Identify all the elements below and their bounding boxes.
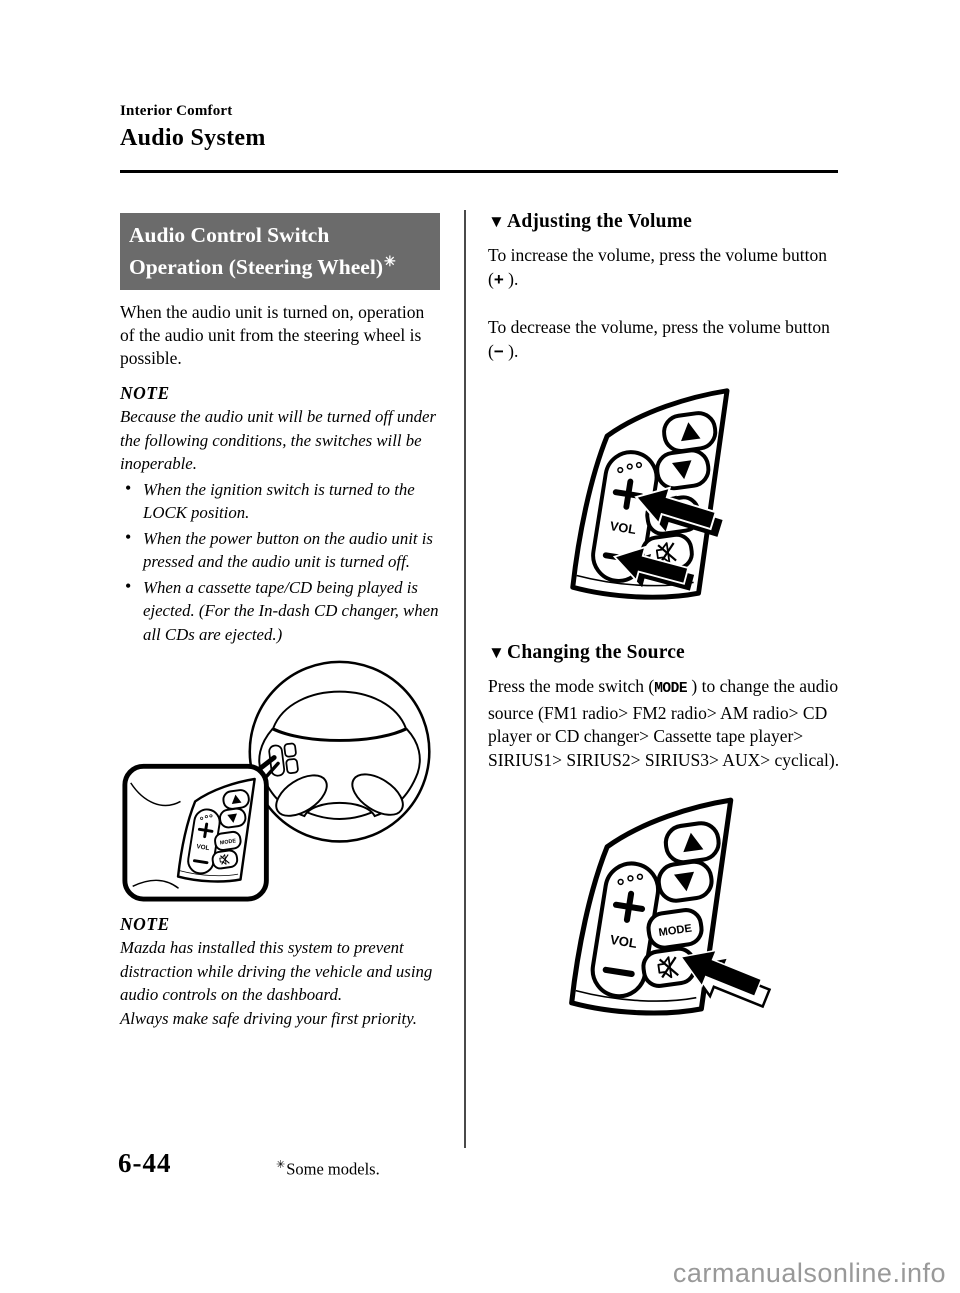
volume-section-heading: ▼ Adjusting the Volume xyxy=(488,211,692,232)
list-item: • When a cassette tape/CD being played is ejected. (For the In-dash CD changer, when all CDs are ejected.) xyxy=(143,576,440,647)
note2-label: NOTE xyxy=(120,914,170,935)
minus-button-symbol: − xyxy=(493,341,504,361)
increase-volume-paragraph: To increase the volume, press the volume button (+ ). xyxy=(488,245,827,289)
right-column xyxy=(488,210,840,1024)
topic-title-line2: Operation (Steering Wheel) xyxy=(129,255,383,280)
decrease-volume-paragraph: To decrease the volume, press the volume button (− ). xyxy=(488,317,830,361)
footnote: ✳Some models. xyxy=(276,1159,380,1179)
steering-wheel-illustration xyxy=(120,654,440,908)
section-marker-icon: ▼ xyxy=(488,212,506,231)
plus-button-symbol: + xyxy=(493,269,504,289)
list-item: • When the power button on the audio unit is pressed and the audio unit is turned off. xyxy=(143,527,440,574)
left-column xyxy=(120,213,440,1030)
mode-switch-symbol: MODE xyxy=(654,681,688,697)
callout-inset-box xyxy=(125,766,266,899)
mode-control-diagram xyxy=(540,786,840,1024)
page-number: 6-44 xyxy=(118,1148,172,1178)
watermark: carmanualsonline.info xyxy=(672,1258,946,1288)
intro-paragraph: When the audio unit is turned on, operation of the audio unit from the steering wheel is possible. xyxy=(120,302,425,369)
note2-body-line2: Always make safe driving your first priority. xyxy=(120,1008,417,1028)
list-item: • When the ignition switch is turned to the LOCK position. xyxy=(143,478,440,525)
volume-control-diagram xyxy=(544,377,840,608)
note2-body-line1: Mazda has installed this system to prevent distraction while driving the vehicle and using audio controls on the dashboard. xyxy=(120,938,433,1005)
footnote-star-icon: ✳ xyxy=(276,1159,286,1171)
steering-wheel xyxy=(250,662,430,842)
topic-title-line1: Audio Control Switch xyxy=(129,223,330,247)
header-rule xyxy=(120,170,838,173)
note1-bullet-list xyxy=(120,478,440,647)
section-label: Interior Comfort xyxy=(120,103,233,119)
note1-label: NOTE xyxy=(120,383,170,404)
footnote-star-icon: ✳ xyxy=(383,255,396,270)
section-marker-icon: ▼ xyxy=(488,643,506,662)
change-source-paragraph: Press the mode switch (MODE ) to change the audio source (FM1 radio> FM2 radio> AM radio> CD player or CD changer> Cassette tape player> SIRIUS1> SIRIUS2> SIRIUS3> AUX> cyclical). xyxy=(488,676,840,770)
note1-body: Because the audio unit will be turned off under the following conditions, the switches will be inoperable. xyxy=(120,407,437,474)
topic-title-box xyxy=(120,213,440,290)
column-divider xyxy=(464,210,466,1148)
page-header xyxy=(120,103,840,153)
page-title: Audio System xyxy=(120,125,266,151)
source-section-heading: ▼ Changing the Source xyxy=(488,642,685,663)
